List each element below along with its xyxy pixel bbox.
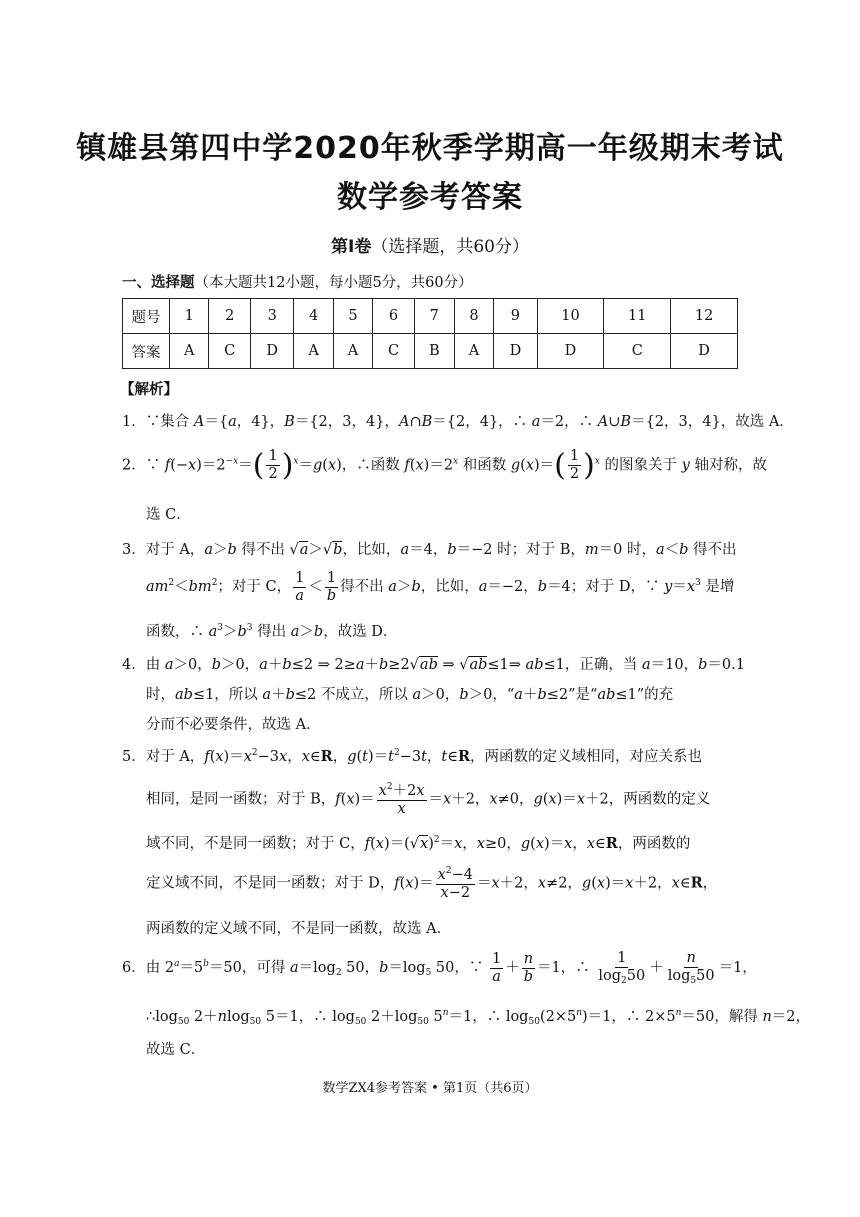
question-number-cell: 10	[537, 299, 604, 334]
question-number-cell: 3	[250, 299, 293, 334]
solution-3: 3．对于 A，a＞b 得不出 √a＞√b，比如，a＝4，b＝−2 时；对于 B，m＝0 时，a＜b 得不出	[122, 542, 737, 558]
solution-5-cont4: 两函数的定义域不同，不是同一函数，故选 A．	[146, 921, 452, 937]
answer-cell: A	[454, 334, 493, 369]
answer-cell: C	[209, 334, 251, 369]
question-number-cell: 1	[170, 299, 209, 334]
document-subtitle: 数学参考答案	[337, 180, 523, 215]
answer-cell: C	[604, 334, 671, 369]
answer-cell: D	[537, 334, 604, 369]
solution-6-cont: $\therefore\log_{50}$ 2＋nlog$_{50}$ 5＝1，∴ $\log_{50} 2+\log_{50}$ $5^n=1$，∴ $\log_{50}(2\times 5^n)=1$，∴ $2\times 5^n=50$，解得 n＝2，	[146, 1008, 811, 1027]
page-footer: 数学ZX4参考答案 • 第1页（共6页）	[322, 1081, 538, 1096]
solution-3-cont: $am^2<bm^2$；对于 C， $\frac{1}{a}$ ＜ $\frac{1}{b}$ 得不出 a＞b，比如，a＝−2，b＝4；对于 D，∵ $y=x^3$ 是增	[146, 570, 735, 604]
document-title: 镇雄县第四中学2020年秋季学期高一年级期末考试	[76, 131, 784, 166]
solution-2-cont: 选 C．	[146, 507, 191, 523]
question-number-row	[123, 299, 738, 334]
question-number-cell: 12	[671, 299, 738, 334]
solution-2: 2．∵ $f(-x)=2^{-x}=$( $\frac{1}{2}$ )$^x$＝g(x)，∴函数 $f(x)=2^x$ 和函数 g(x)＝( $\frac{1}{2}$ )$^x$ 的图象关于 y 轴对称，故	[122, 448, 767, 483]
solution-5-cont3: 定义域不同，不是同一函数；对于 D，f(x)＝ $\frac{x^2-4}{x-2}$ ＝x＋2，x≠2，g(x)＝x＋2，x∈R，	[146, 866, 718, 901]
answer-cell: D	[671, 334, 738, 369]
solution-4: 4．由 a＞0，b＞0，a＋b≤2 ⇒ 2≥a＋b≥2√ab ⇒ √ab≤1⇒ ab≤1，正确，当 a＝10，b＝0.1	[122, 657, 745, 673]
solution-5: 5．对于 A，$f(x)=x^2-3x$，x∈R，$g(t)=t^2-3t$，t∈R，两函数的定义域相同，对应关系也	[122, 748, 703, 765]
solution-5-cont2: 域不同，不是同一函数；对于 C，$f(x)=(√x)^2=x$，x≥0，g(x)＝x，x∈R，两函数的	[146, 835, 691, 852]
question-number-cell: 7	[414, 299, 454, 334]
question-number-cell: 2	[209, 299, 251, 334]
solution-5-cont: 相同，是同一函数；对于 B，f(x)＝ $\frac{x^2+2x}{x}$ ＝x＋2，x≠0，g(x)＝x＋2，两函数的定义	[146, 782, 711, 817]
row-label: 题号	[123, 299, 170, 334]
answer-cell: C	[373, 334, 415, 369]
part-heading: 第Ⅰ卷（选择题，共60分）	[331, 237, 529, 257]
answer-cell: D	[494, 334, 537, 369]
solution-6: 6．由 $2^a=5^b=50$，可得 $a=\log_2$ 50，$b=\log_5$ 50，∵ $\frac{1}{a}$ ＋ $\frac{n}{b}$ ＝1，∴ $\frac{1}{\log_250}$ ＋ $\frac{n}{\log_550}$ ＝1，	[122, 950, 757, 986]
answer-cell: A	[170, 334, 209, 369]
row-label: 答案	[123, 334, 170, 369]
question-number-cell: 8	[454, 299, 493, 334]
answer-cell: A	[333, 334, 372, 369]
question-number-cell: 11	[604, 299, 671, 334]
answer-cell: D	[250, 334, 293, 369]
solution-3-cont2: 函数，∴ $a^3>b^3$ 得出 a＞b，故选 D．	[146, 623, 398, 640]
question-number-cell: 4	[294, 299, 333, 334]
answer-cell: A	[294, 334, 333, 369]
question-number-cell: 9	[494, 299, 537, 334]
section-heading: 一、选择题（本大题共12小题，每小题5分，共60分）	[122, 275, 473, 291]
solution-4-cont2: 分而不必要条件，故选 A．	[146, 717, 321, 733]
question-number-cell: 5	[333, 299, 372, 334]
solution-6-cont2: 故选 C．	[146, 1042, 206, 1058]
question-number-cell: 6	[373, 299, 415, 334]
solution-4-cont: 时，ab≤1，所以 a＋b≤2 不成立，所以 a＞0，b＞0，“a＋b≤2”是“ab≤1”的充	[146, 687, 674, 703]
answer-table	[122, 298, 738, 369]
analysis-label: 【解析】	[120, 382, 178, 398]
solution-1: 1．∵集合 A＝{a，4}，B＝{2，3，4}，A∩B＝{2，4}，∴ a＝2，∴ A∪B＝{2，3，4}，故选 A．	[122, 414, 794, 430]
answer-cell: B	[414, 334, 454, 369]
answer-row	[123, 334, 738, 369]
